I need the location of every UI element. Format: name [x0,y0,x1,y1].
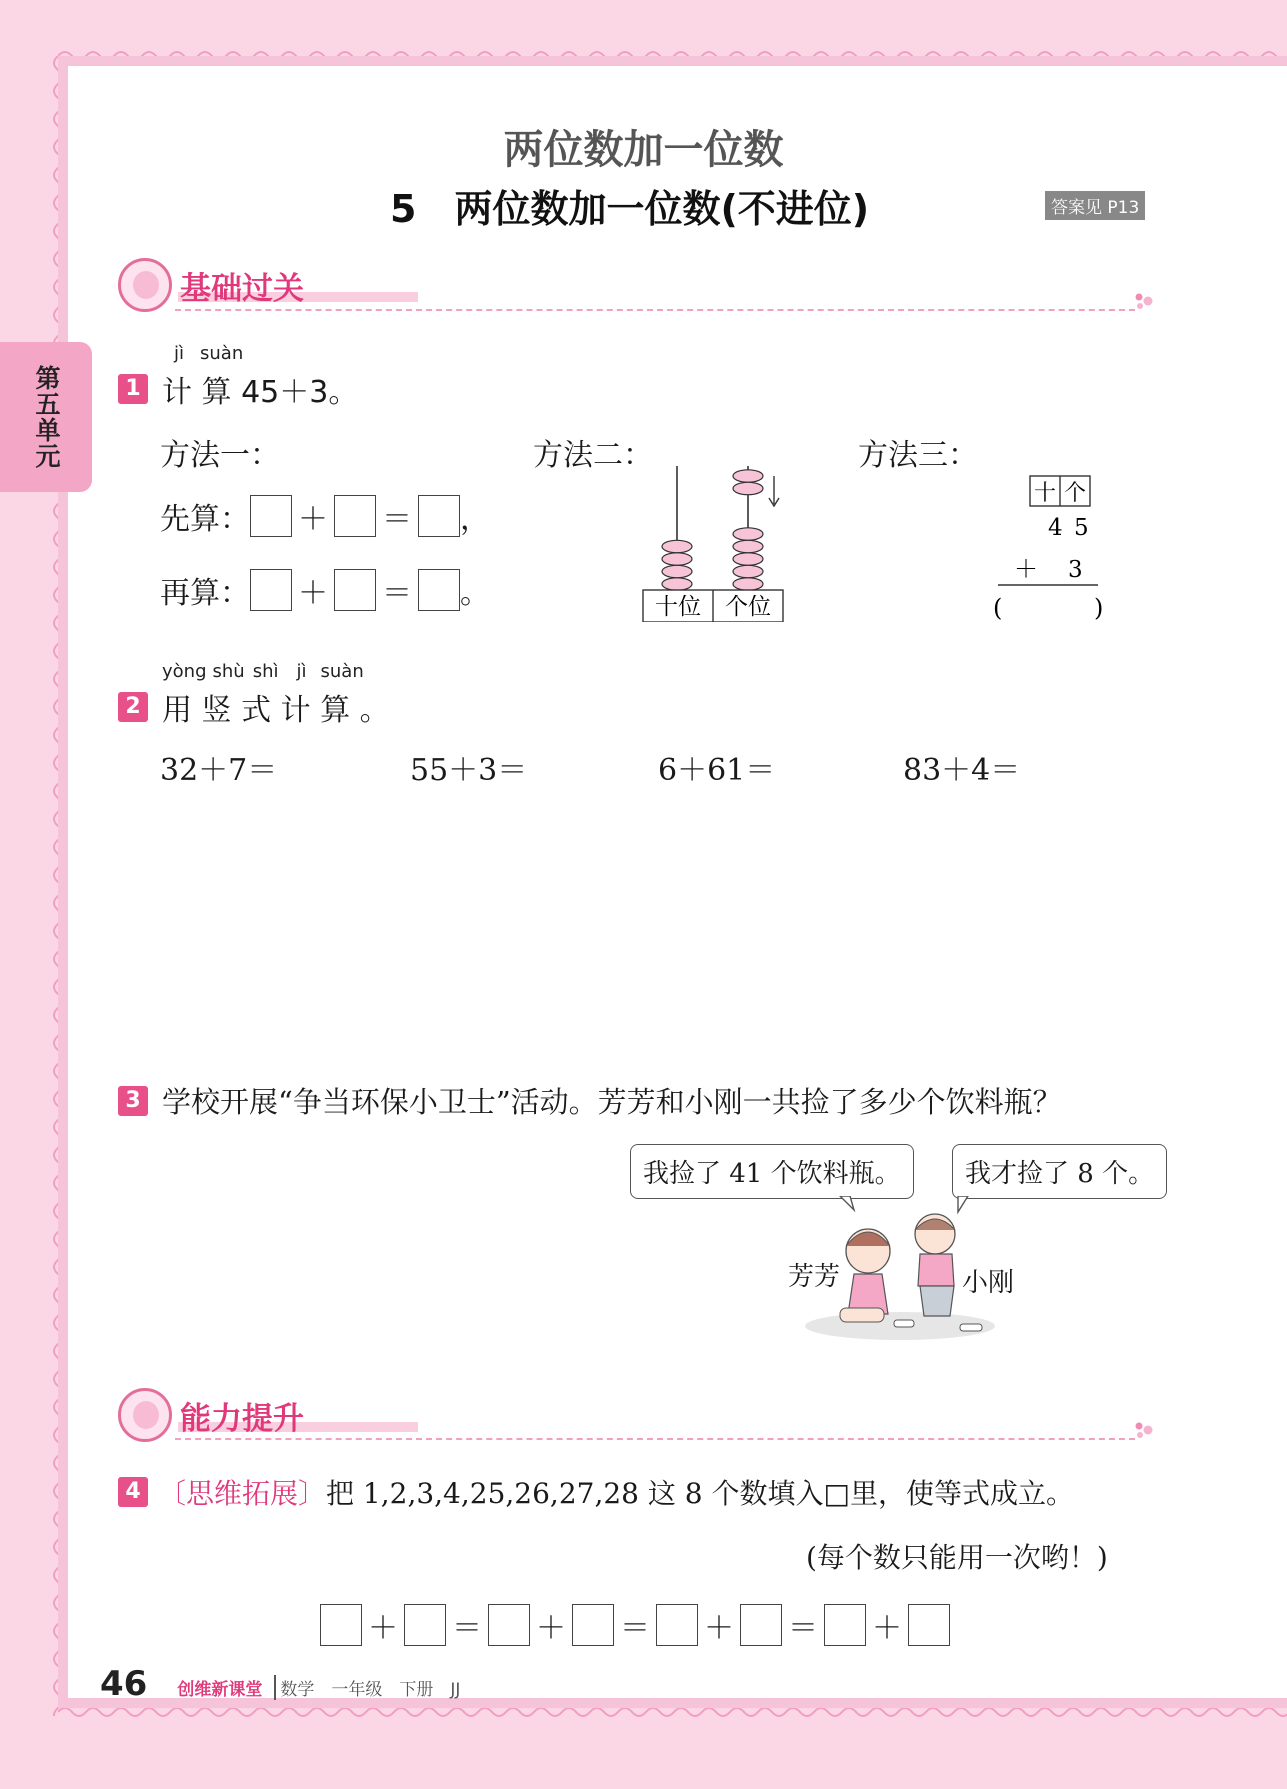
method-1-row-2 [160,568,490,612]
answer-box[interactable] [488,1604,530,1646]
page-number: 46 [100,1664,148,1704]
question-number: 4 [118,1477,148,1507]
equals-sign: ＝ [382,502,412,537]
pinyin-suan: suàn [200,343,244,364]
answer-reference-badge: 答案见 P13 [1045,191,1145,220]
pinyin: shù [212,661,245,682]
result-close-paren: ) [1094,594,1104,622]
section-header-advanced [118,1388,304,1442]
method-1-label: 方法一： [160,438,280,473]
girl-avatar-icon [118,258,172,312]
answer-box[interactable] [824,1604,866,1646]
abacus-bead-added [733,482,763,494]
q2-pinyin-row [162,661,364,682]
footer-info: 数学 一年级 下册 JJ [274,1675,460,1700]
answer-box[interactable] [418,569,460,611]
addend-2: 3 [1068,557,1083,583]
method-2-label: 方法二： [533,438,653,473]
abacus-bead [733,540,763,552]
row-label: 再算： [160,576,250,611]
question-2 [118,685,390,729]
answer-box[interactable] [334,569,376,611]
abacus-ones-label: 个位 [725,594,771,620]
answer-box[interactable] [320,1604,362,1646]
question-4 [118,1472,1074,1512]
section-title: 能力提升 [180,1400,304,1437]
vertical-calc-diagram [990,474,1110,624]
question-note: (每个数只能用一次哟！) [806,1541,1108,1574]
place-tens-label: 十 [1033,481,1057,506]
question-text: 计 算 45＋3。 [162,375,359,410]
equation-row [320,1603,950,1647]
calc-item-4: 83＋4＝ [903,753,1021,788]
result-open-paren: ( [993,594,1003,622]
abacus-bead [662,553,692,565]
addend-1: 4 5 [1048,515,1091,541]
speech-bubble-fangfang: 我捡了 41 个饮料瓶。 [630,1144,914,1199]
equals-sign: ＝ [452,1611,482,1646]
section-divider [175,1438,1135,1440]
abacus-bead [733,553,763,565]
plus-sign: ＋ [872,1611,902,1646]
answer-box[interactable] [250,495,292,537]
decor-dots-icon [1134,292,1162,310]
plus-sign: ＋ [298,576,328,611]
row-label: 先算： [160,502,250,537]
question-3 [118,1080,1062,1121]
abacus-bead [662,565,692,577]
abacus-bead [733,528,763,540]
unit-tab-label: 第五单元 [32,365,61,469]
calc-item-1: 32＋7＝ [160,753,278,788]
place-ones-label: 个 [1063,481,1087,506]
lesson-title: 5 两位数加一位数(不进位) [390,187,870,231]
monkey-avatar-icon [118,1388,172,1442]
method-1-row-1 [160,494,490,538]
equals-sign: ＝ [620,1611,650,1646]
calc-item-3: 6＋61＝ [658,753,776,788]
equals-sign: ＝ [788,1611,818,1646]
answer-box[interactable] [334,495,376,537]
calc-item-2: 55＋3＝ [410,753,528,788]
answer-box[interactable] [250,569,292,611]
plus-sign: ＋ [298,502,328,537]
footer-brand: 创维新课堂 [177,1680,263,1700]
section-title: 基础过关 [180,270,304,307]
question-1 [118,367,358,411]
period: 。 [460,576,490,611]
abacus-bead [662,578,692,590]
abacus-bead [733,565,763,577]
question-number: 2 [118,692,148,722]
question-text: 学校开展“争当环保小卫士”活动。芳芳和小刚一共捡了多少个饮料瓶？ [162,1085,1062,1119]
answer-box[interactable] [418,495,460,537]
pinyin-ji: jì [174,343,185,364]
question-text: 用 竖 式 计 算 。 [162,693,390,728]
plus-sign: ＋ [368,1611,398,1646]
name-fangfang: 芳芳 [788,1262,841,1292]
pinyin: suàn [320,661,364,682]
abacus-diagram [640,462,790,622]
question-number: 1 [118,374,148,404]
plus-sign: ＋ [1014,555,1038,583]
answer-box[interactable] [908,1604,950,1646]
page-title: 两位数加一位数 [503,127,784,173]
page-footer [100,1664,460,1704]
section-header-basic [118,258,304,312]
abacus-bead [662,540,692,552]
section-divider [175,309,1135,311]
name-xiaogang: 小刚 [962,1268,1015,1298]
comma: ， [460,502,490,537]
plus-sign: ＋ [536,1611,566,1646]
answer-box[interactable] [740,1604,782,1646]
thinking-tag: 〔思维拓展〕 [158,1477,327,1510]
method-3-label: 方法三： [858,438,978,473]
answer-box[interactable] [656,1604,698,1646]
equals-sign: ＝ [382,576,412,611]
question-text: 把 1,2,3,4,25,26,27,28 这 8 个数填入□里，使等式成立。 [326,1477,1074,1510]
speech-bubble-xiaogang: 我才捡了 8 个。 [952,1144,1167,1199]
abacus-bead-added [733,470,763,482]
pinyin: jì [296,661,307,682]
abacus-bead [733,578,763,590]
abacus-tens-label: 十位 [655,594,701,620]
answer-box[interactable] [572,1604,614,1646]
answer-box[interactable] [404,1604,446,1646]
pinyin: yòng [162,661,207,682]
question-number: 3 [118,1086,148,1116]
decor-dots-icon [1134,1421,1162,1439]
plus-sign: ＋ [704,1611,734,1646]
pinyin: shì [252,661,279,682]
unit-tab [0,342,92,492]
